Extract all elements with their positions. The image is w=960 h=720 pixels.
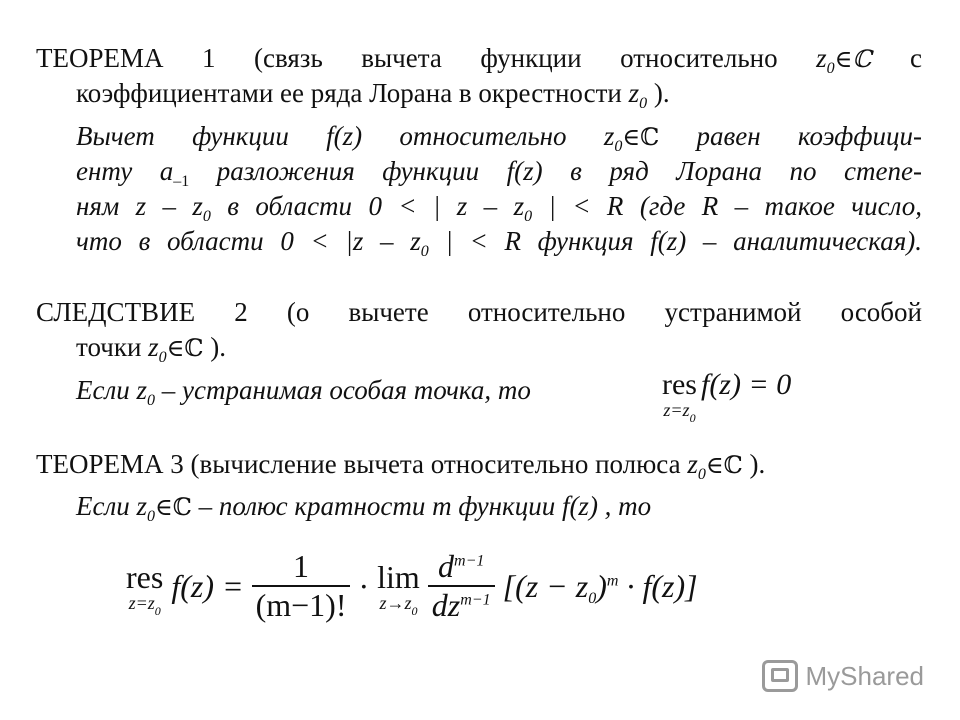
element-of-complex: ∈ℂ xyxy=(155,493,192,521)
formula-bracket: $[(z - z_0)^m \cdot f(z)]$ xyxy=(502,567,698,607)
sub-zero: 0 xyxy=(689,411,696,425)
res-sub-text: z=z xyxy=(663,400,690,420)
theorem1-body2-a: енту а xyxy=(76,156,174,186)
formula-lim-subscript xyxy=(377,593,420,618)
frac2-numerator xyxy=(428,548,495,587)
element-of-complex: ∈ℂ xyxy=(705,451,743,479)
corollary2-z0: $z_0\in ℂ$ xyxy=(148,332,204,366)
theorem1-body3-b: в области 0 < | z – z xyxy=(227,191,525,221)
bracket-start: [(z − z xyxy=(502,567,589,604)
theorem1-body1-end: равен коэффици- xyxy=(696,121,923,151)
corollary2-heading-line2 xyxy=(76,331,960,365)
sub-zero: 0 xyxy=(697,466,706,483)
myshared-logo-icon xyxy=(762,660,798,692)
theorem1-heading-line1 xyxy=(36,42,922,76)
corollary2-body xyxy=(76,374,636,407)
element-of-complex: ∈ℂ xyxy=(834,45,872,73)
bracket-end: · f(z)] xyxy=(626,567,698,604)
theorem3-body-b: – полюс кратности m функции f(z) , то xyxy=(198,491,652,521)
watermark xyxy=(762,660,925,692)
sub-zero: 0 xyxy=(524,208,533,225)
theorem1-z0 xyxy=(816,43,872,77)
formula-lim-word: lim xyxy=(377,559,420,595)
res-word: res xyxy=(662,368,697,401)
bracket-sup: m xyxy=(606,571,619,589)
sub-zero: 0 xyxy=(614,138,623,155)
frac2-num-sup: m−1 xyxy=(454,552,485,570)
theorem1-body2-b: разложения функции f(z) в ряд Лорана по степе- xyxy=(216,156,922,186)
theorem1-body3-c: | < R (где R – такое число, xyxy=(548,191,923,221)
theorem1-body-line3 xyxy=(76,190,922,223)
formula-lim-sub-text: z→z xyxy=(379,593,412,613)
theorem3-heading xyxy=(36,448,922,482)
sub-zero: 0 xyxy=(420,243,429,260)
theorem1-body-line2 xyxy=(76,155,922,188)
sub-minus-one: –1 xyxy=(173,173,190,190)
element-of-complex: ∈ℂ xyxy=(166,334,204,362)
formula-frac2 xyxy=(428,548,495,624)
corollary2-heading-end: ). xyxy=(210,332,227,362)
sub-zero: 0 xyxy=(158,349,167,366)
formula-res-operator xyxy=(126,559,164,618)
theorem1-body-z0: $z_0\in ℂ$ xyxy=(603,121,660,155)
sub-zero: 0 xyxy=(147,508,156,525)
theorem1-heading-end: ). xyxy=(653,78,670,108)
theorem1-line2-z: $z_0$ xyxy=(628,78,648,112)
sub-zero: 0 xyxy=(639,95,648,112)
formula-lim-operator xyxy=(377,559,420,618)
frac2-num-d: d xyxy=(438,548,455,584)
theorem1-body1: Вычет функции f(z) относительно xyxy=(76,121,567,151)
corollary2-heading-line2-a: точки xyxy=(76,332,142,362)
res-subscript xyxy=(662,400,697,425)
sub-zero: 0 xyxy=(826,60,835,77)
corollary2-body-a: Если z xyxy=(76,375,148,405)
theorem3-body-a: Если xyxy=(76,491,130,521)
sub-zero: 0 xyxy=(411,604,418,618)
z-var: z xyxy=(816,43,827,73)
formula-frac1 xyxy=(252,548,351,624)
frac2-denominator xyxy=(428,587,495,624)
frac1-numerator: 1 xyxy=(252,548,351,587)
corollary2-body-b: – устранимая особая точка, то xyxy=(161,375,531,405)
frac2-den-sup: m−1 xyxy=(460,591,491,609)
theorem3-heading-end: ). xyxy=(749,449,766,479)
corollary2-formula xyxy=(662,368,792,425)
theorem1-body4-b: | < R функция f(z) – аналитическая). xyxy=(445,226,922,256)
sub-zero: 0 xyxy=(202,208,211,225)
theorem3-formula xyxy=(126,548,698,624)
theorem1-heading-line2 xyxy=(76,77,960,110)
formula-dot: · xyxy=(358,567,370,604)
formula-res-word: res xyxy=(126,559,164,595)
theorem1-body4-a: что в области 0 < |z – z xyxy=(76,226,421,256)
theorem1-body-line1 xyxy=(76,120,922,154)
theorem1-heading-line2-text: коэффициентами ее ряда Лорана в окрестности xyxy=(76,78,622,108)
theorem3-body xyxy=(76,490,836,524)
theorem1-heading-text: ТЕОРЕМА 1 (связь вычета функции относительно xyxy=(36,43,778,73)
frac1-denominator: (m−1)! xyxy=(255,587,347,623)
watermark-text: MyShared xyxy=(805,660,924,691)
sub-zero: 0 xyxy=(588,589,597,607)
formula-lhs: f(z) = xyxy=(171,567,244,604)
formula-res-subscript xyxy=(126,593,163,618)
corollary2-heading-line1 xyxy=(36,296,922,329)
res-operator xyxy=(662,368,697,425)
theorem1-body3-a: ням z – z xyxy=(76,191,203,221)
theorem3-heading-text: ТЕОРЕМА 3 (вычисление вычета относительно полюса xyxy=(36,449,681,479)
theorem3-body-z0: $z_0\in ℂ$ xyxy=(136,491,192,525)
sub-zero: 0 xyxy=(147,392,156,409)
theorem1-body-line4 xyxy=(76,225,922,258)
frac2-den-dz: dz xyxy=(431,587,461,623)
corollary2-heading-text: СЛЕДСТВИЕ 2 (о вычете относительно устранимой особой xyxy=(36,297,922,327)
formula-res-sub-text: z=z xyxy=(128,593,155,613)
sub-zero: 0 xyxy=(154,604,161,618)
theorem1-c: с xyxy=(910,43,923,73)
theorem3-z0: $z_0\in ℂ$ xyxy=(687,449,743,483)
element-of-complex: ∈ℂ xyxy=(622,123,660,151)
res-body: f(z) = 0 xyxy=(700,368,792,401)
